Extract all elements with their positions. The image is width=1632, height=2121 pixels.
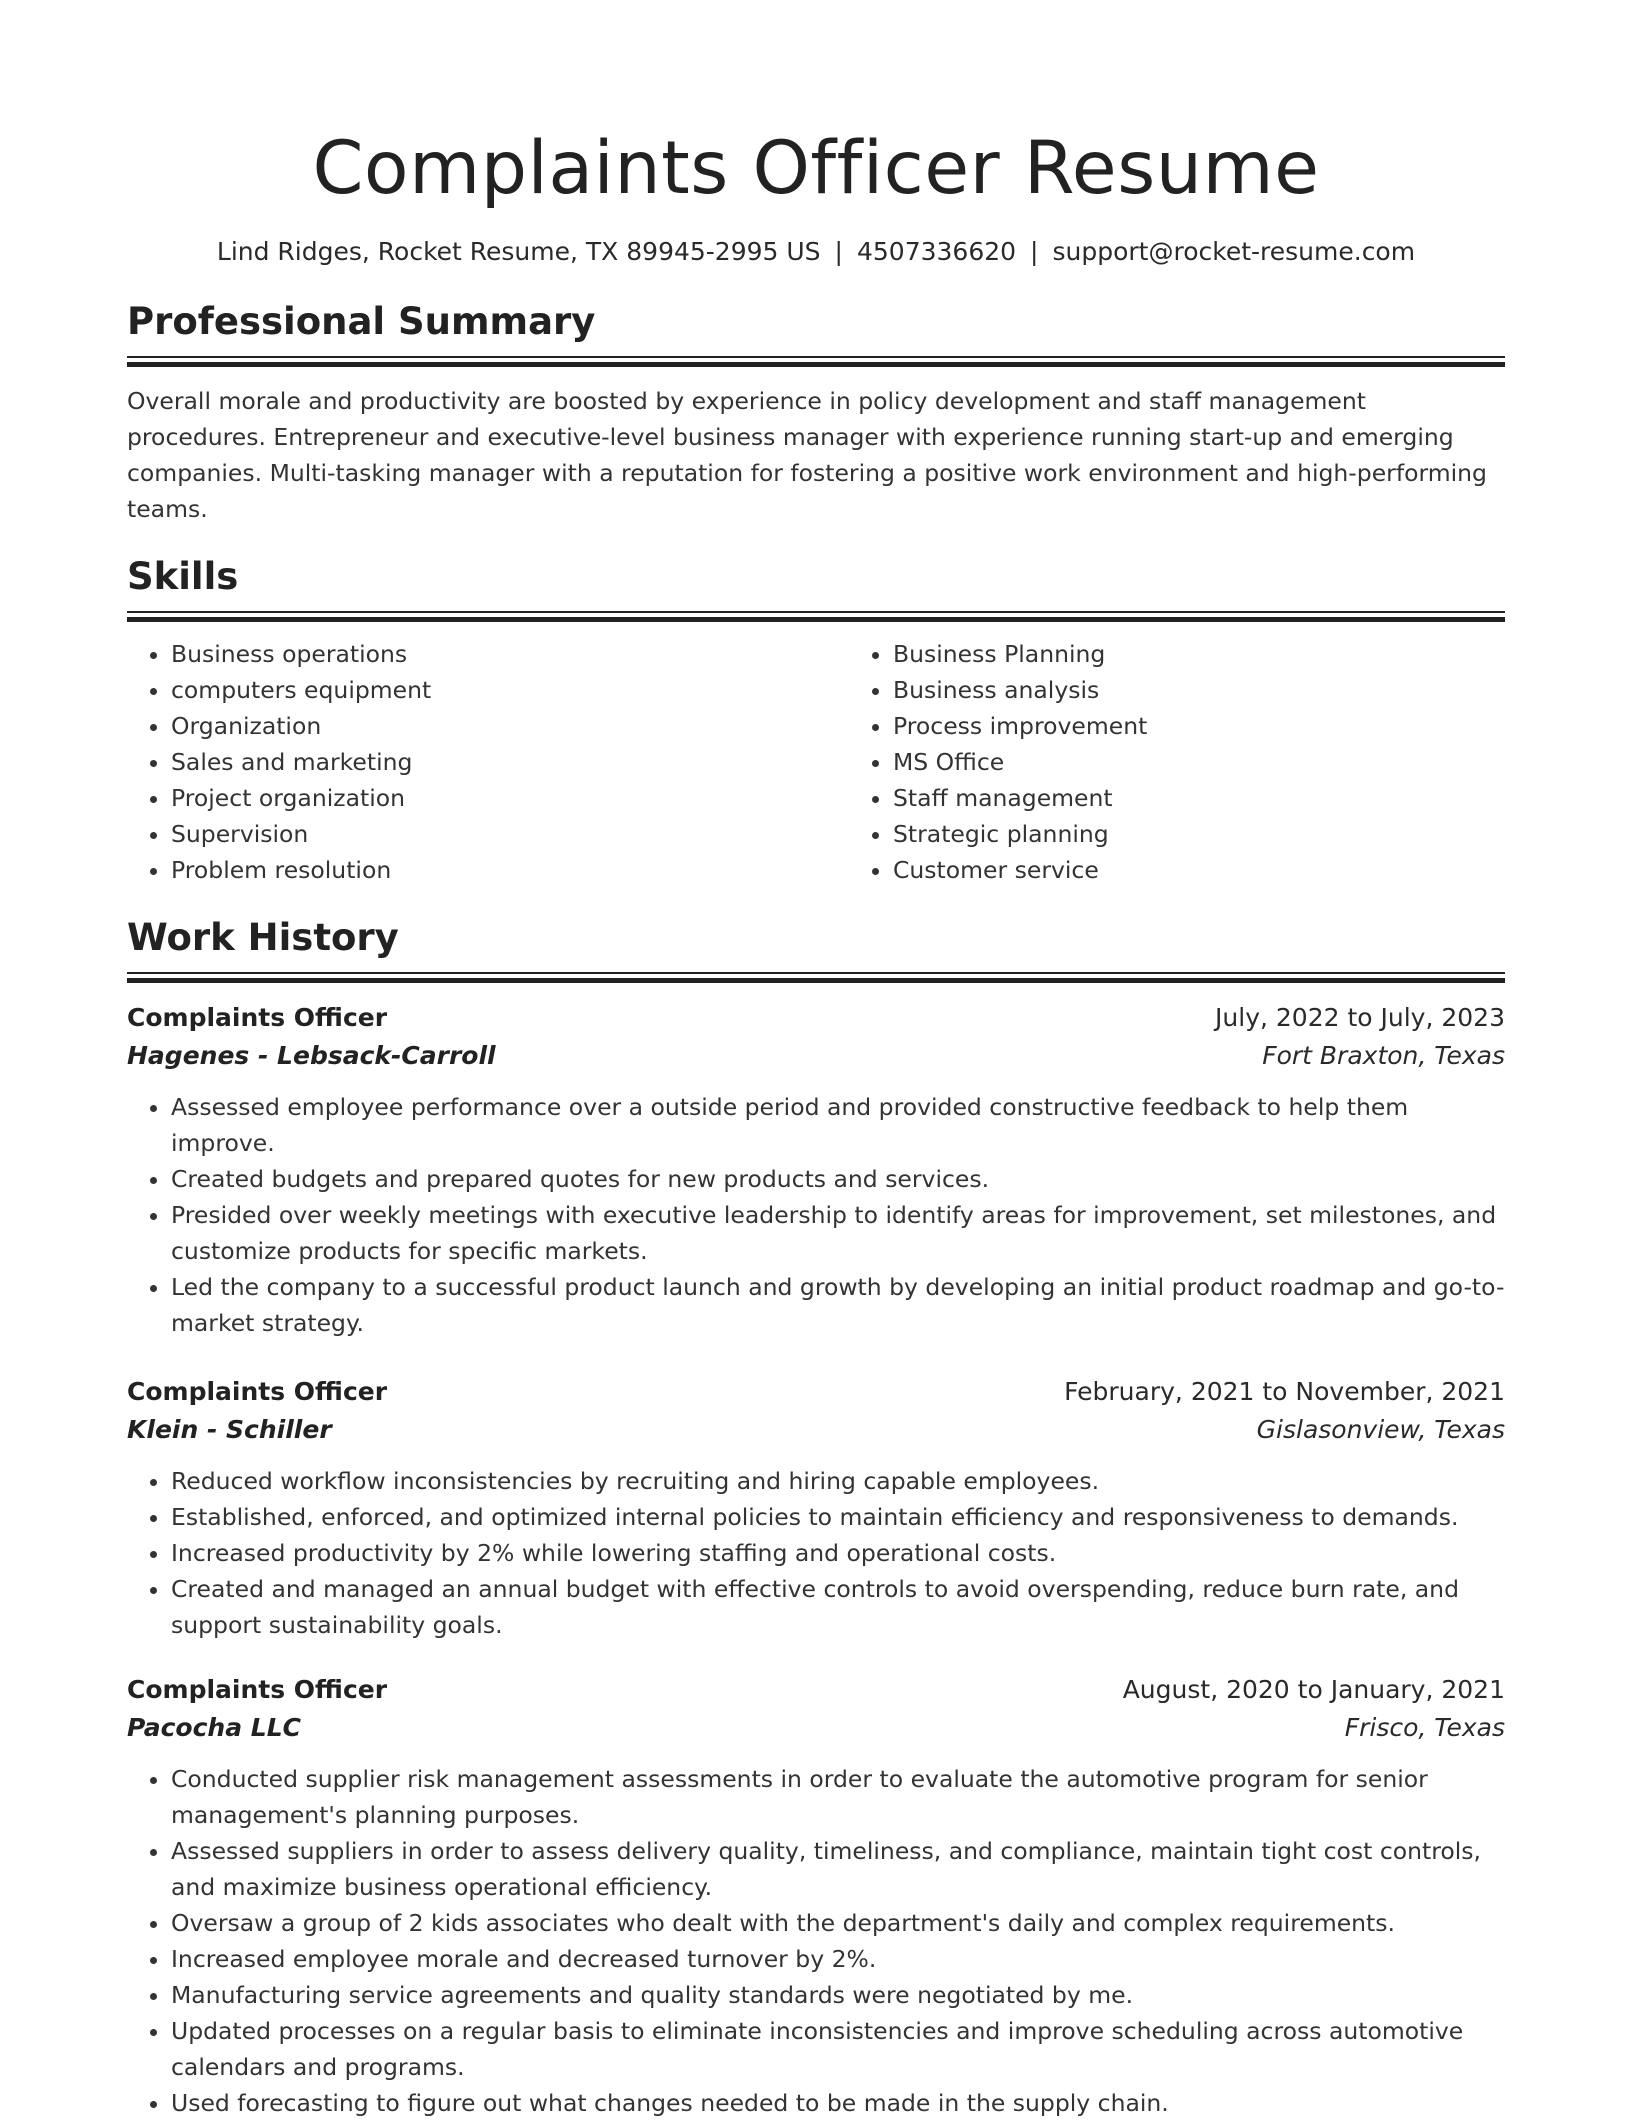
contact-phone: 4507336620 — [856, 237, 1017, 266]
skill-item: • Staff management — [893, 780, 1505, 816]
skills-columns — [127, 636, 1505, 888]
job-bullet: • Used forecasting to figure out what changes needed to be made in the supply chain. — [171, 2085, 1505, 2121]
job-dates: February, 2021 to November, 2021 — [1064, 1377, 1505, 1406]
contact-address: Lind Ridges, Rocket Resume, TX 89945-2995 US — [216, 237, 821, 266]
job-subheader — [127, 1709, 1505, 1747]
job-header — [127, 1373, 1505, 1411]
contact-line — [127, 236, 1505, 268]
job-header — [127, 1671, 1505, 1709]
job-bullet: • Led the company to a successful product launch and growth by developing an initial product roadmap and go-to-market strategy. — [171, 1269, 1505, 1341]
job-bullet: • Established, enforced, and optimized internal policies to maintain efficiency and responsiveness to demands. — [171, 1499, 1505, 1535]
skill-item: • Supervision — [171, 816, 849, 852]
skills-list-left — [127, 636, 849, 888]
summary-text: Overall morale and productivity are boosted by experience in policy development and staff management procedures. Entrepreneur and executive-level business manager with experience running start-up and emerging companies. Multi-tasking manager with a reputation for fostering a positive work environment and high-performing teams. — [127, 387, 1487, 523]
job-bullet: • Increased employee morale and decreased turnover by 2%. — [171, 1941, 1505, 1977]
job-subheader — [127, 1037, 1505, 1075]
job-bullets — [127, 1089, 1505, 1341]
job-bullet: • Reduced workflow inconsistencies by recruiting and hiring capable employees. — [171, 1463, 1505, 1499]
job-bullet: • Updated processes on a regular basis to eliminate inconsistencies and improve scheduling across automotive calendars and programs. — [171, 2013, 1505, 2085]
contact-separator: | — [834, 237, 843, 266]
job-title: Complaints Officer — [127, 1675, 388, 1704]
job-subheader — [127, 1411, 1505, 1449]
job-title: Complaints Officer — [127, 1377, 388, 1406]
job-bullet: • Created and managed an annual budget with effective controls to avoid overspending, reduce burn rate, and support sustainability goals. — [171, 1571, 1505, 1643]
job-header — [127, 999, 1505, 1037]
job-entry — [127, 1671, 1505, 2121]
job-bullet: • Oversaw a group of 2 kids associates who dealt with the department's daily and complex requirements. — [171, 1905, 1505, 1941]
section-divider — [127, 611, 1505, 622]
skill-item: • Business analysis — [893, 672, 1505, 708]
summary-heading: Professional Summary — [127, 300, 596, 343]
skill-item: • Sales and marketing — [171, 744, 849, 780]
work-history-section — [127, 914, 1505, 2121]
contact-separator: | — [1030, 237, 1039, 266]
section-divider — [127, 972, 1505, 983]
skill-item: • Customer service — [893, 852, 1505, 888]
job-bullets — [127, 1463, 1505, 1643]
skill-item: • MS Office — [893, 744, 1505, 780]
job-dates: August, 2020 to January, 2021 — [1122, 1675, 1505, 1704]
skill-item: • computers equipment — [171, 672, 849, 708]
skill-item: • Business Planning — [893, 636, 1505, 672]
work-history-heading: Work History — [127, 916, 399, 959]
skills-heading: Skills — [127, 555, 239, 598]
job-bullet: • Increased productivity by 2% while lowering staffing and operational costs. — [171, 1535, 1505, 1571]
job-location: Frisco, Texas — [1344, 1713, 1505, 1742]
job-location: Fort Braxton, Texas — [1262, 1041, 1505, 1070]
job-company: Pacocha LLC — [127, 1713, 301, 1742]
job-bullet: • Assessed suppliers in order to assess delivery quality, timeliness, and compliance, maintain tight cost controls, and maximize business operational efficiency. — [171, 1833, 1505, 1905]
job-entry — [127, 999, 1505, 1341]
section-divider — [127, 356, 1505, 367]
skill-item: • Business operations — [171, 636, 849, 672]
job-title: Complaints Officer — [127, 1003, 388, 1032]
job-bullet: • Presided over weekly meetings with executive leadership to identify areas for improvement, set milestones, and customize products for specific markets. — [171, 1197, 1505, 1269]
job-bullet: • Assessed employee performance over a outside period and provided constructive feedback to help them improve. — [171, 1089, 1505, 1161]
skill-item: • Project organization — [171, 780, 849, 816]
job-company: Hagenes - Lebsack-Carroll — [127, 1041, 496, 1070]
skill-item: • Process improvement — [893, 708, 1505, 744]
job-bullet: • Conducted supplier risk management assessments in order to evaluate the automotive program for senior management's planning purposes. — [171, 1761, 1505, 1833]
summary-section — [127, 298, 1505, 527]
job-dates: July, 2022 to July, 2023 — [1215, 1003, 1505, 1032]
skill-item: • Strategic planning — [893, 816, 1505, 852]
contact-email: support@rocket-resume.com — [1052, 237, 1416, 266]
page-title: Complaints Officer Resume — [312, 126, 1320, 211]
job-company: Klein - Schiller — [127, 1415, 332, 1444]
job-entry — [127, 1373, 1505, 1643]
job-bullets — [127, 1761, 1505, 2121]
skills-list-right — [849, 636, 1505, 888]
skill-item: • Organization — [171, 708, 849, 744]
skill-item: • Problem resolution — [171, 852, 849, 888]
job-bullet: • Manufacturing service agreements and quality standards were negotiated by me. — [171, 1977, 1505, 2013]
skills-section — [127, 553, 1505, 888]
job-bullet: • Created budgets and prepared quotes for new products and services. — [171, 1161, 1505, 1197]
job-location: Gislasonview, Texas — [1256, 1415, 1505, 1444]
